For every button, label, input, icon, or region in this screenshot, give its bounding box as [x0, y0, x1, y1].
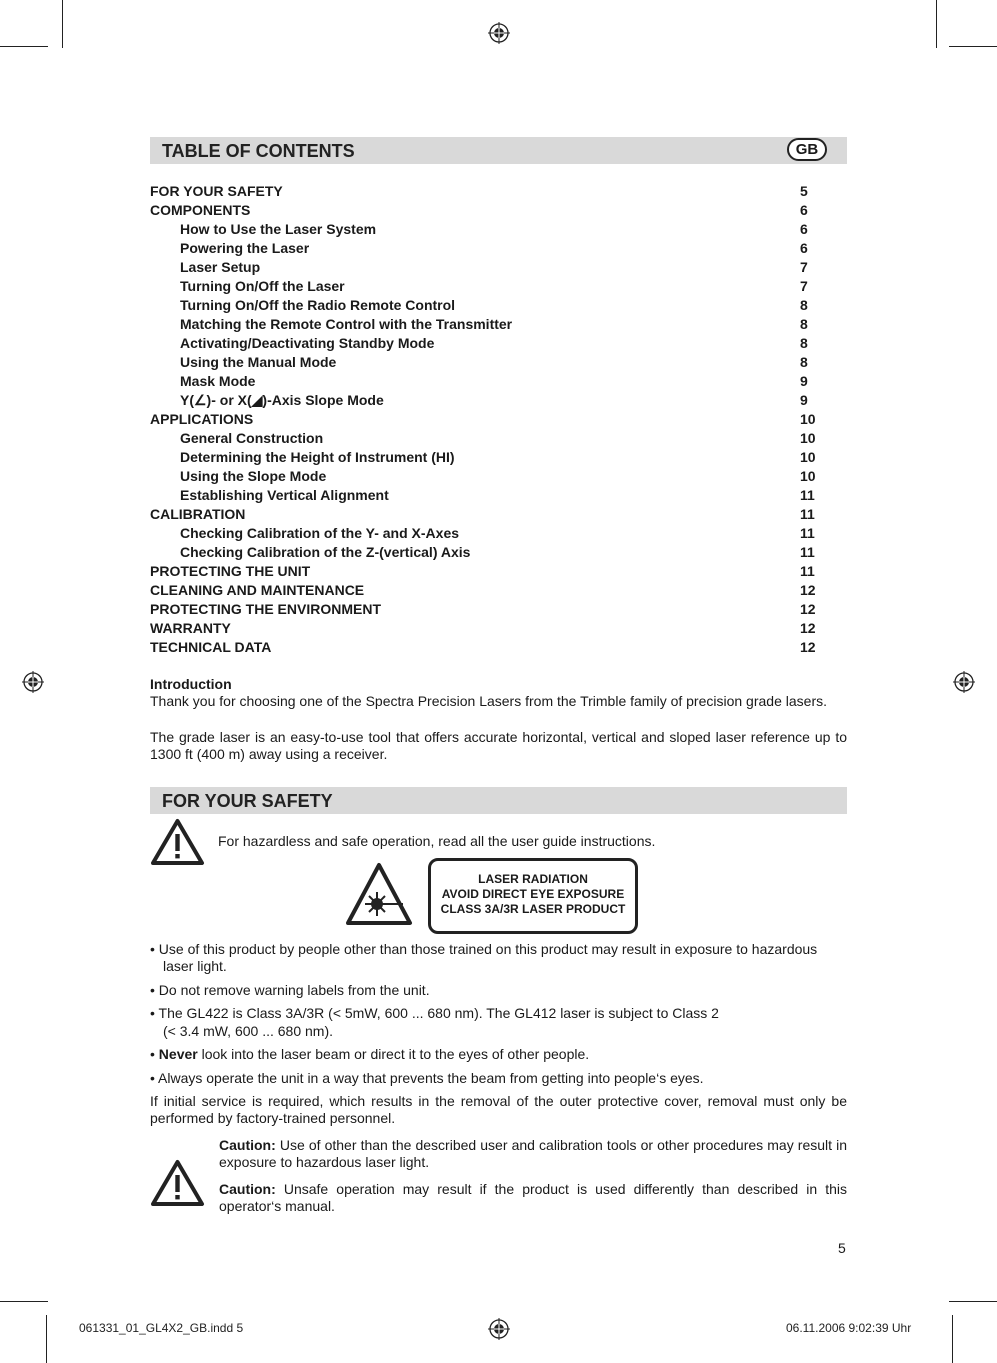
toc-entry-page: 10 — [800, 411, 816, 427]
crop-mark — [62, 0, 63, 48]
registration-mark-icon — [488, 1318, 510, 1340]
toc-entry-page: 8 — [800, 297, 808, 313]
toc-entry[interactable] — [150, 600, 847, 619]
toc-entry-title: WARRANTY — [150, 620, 231, 636]
toc-entry[interactable] — [150, 448, 847, 467]
toc-entry-title: Determining the Height of Instrument (HI) — [180, 449, 455, 465]
toc-entry[interactable] — [150, 277, 847, 296]
label-line: CLASS 3A/3R LASER PRODUCT — [440, 902, 626, 916]
footer-timestamp: 06.11.2006 9:02:39 Uhr — [786, 1321, 912, 1335]
toc-entry[interactable] — [150, 410, 847, 429]
toc-entry-page: 9 — [800, 373, 808, 389]
crop-mark — [949, 1301, 997, 1302]
toc-entry-title: Checking Calibration of the Z-(vertical) Axis — [180, 544, 471, 560]
toc-entry-page: 11 — [800, 487, 815, 503]
footer-filename: 061331_01_GL4X2_GB.indd 5 — [79, 1321, 244, 1335]
toc-entry-page: 5 — [800, 183, 808, 199]
caution-paragraph — [219, 1181, 847, 1215]
caution-paragraph — [219, 1137, 847, 1171]
toc-entry-page: 12 — [800, 582, 816, 598]
caution-text: Unsafe operation may result if the product is used differently than described in this operator‘s manual. — [219, 1181, 847, 1214]
toc-title: TABLE OF CONTENTS — [162, 141, 355, 161]
toc-entry[interactable] — [150, 486, 847, 505]
toc-entry-title: Using the Slope Mode — [180, 468, 327, 484]
toc-entry-title: FOR YOUR SAFETY — [150, 183, 283, 199]
laser-warning-label — [428, 858, 638, 934]
toc-entry-page: 9 — [800, 392, 808, 408]
bullet-item-continued: laser light. — [163, 958, 227, 974]
toc-entry[interactable] — [150, 505, 847, 524]
toc-entry-title: Laser Setup — [180, 259, 261, 275]
toc-entry-title: Mask Mode — [180, 373, 256, 389]
toc-entry-title: Using the Manual Mode — [180, 354, 337, 370]
bullet-item: • Do not remove warning labels from the unit. — [150, 982, 430, 998]
toc-entry[interactable] — [150, 220, 847, 239]
toc-entry-page: 11 — [800, 506, 815, 522]
toc-entry-title: CLEANING AND MAINTENANCE — [150, 582, 365, 598]
toc-entry[interactable] — [150, 239, 847, 258]
toc-entry-page: 11 — [800, 563, 815, 579]
toc-entry-page: 8 — [800, 316, 808, 332]
toc-entry[interactable] — [150, 524, 847, 543]
toc-entry[interactable] — [150, 182, 847, 201]
toc-entry[interactable] — [150, 334, 847, 353]
toc-entry-title: Activating/Deactivating Standby Mode — [180, 335, 435, 351]
toc-entry-title: Y(∠)- or X(◢)-Axis Slope Mode — [180, 392, 384, 408]
crop-mark — [0, 1301, 48, 1302]
toc-entry-page: 6 — [800, 240, 808, 256]
toc-entry-title: Matching the Remote Control with the Transmitter — [180, 316, 513, 332]
caution-text: Use of other than the described user and calibration tools or other procedures may result in exposure to hazardous laser light. — [219, 1137, 847, 1170]
crop-mark — [0, 46, 48, 47]
toc-entry-title: Turning On/Off the Radio Remote Control — [180, 297, 456, 313]
registration-mark-icon — [953, 671, 975, 693]
page-number: 5 — [838, 1240, 846, 1256]
toc-entry-page: 12 — [800, 639, 816, 655]
toc-entry[interactable] — [150, 315, 847, 334]
crop-mark — [949, 46, 997, 47]
toc-entry-page: 8 — [800, 354, 808, 370]
bold-word: Never — [158, 1046, 198, 1062]
intro-paragraph: Thank you for choosing one of the Spectra Precision Lasers from the Trimble family of precision grade lasers. — [150, 693, 827, 709]
laser-hazard-icon — [345, 861, 413, 927]
bullet-item: • Always operate the unit in a way that prevents the beam from getting into people‘s eyes. — [150, 1070, 704, 1086]
toc-entry-title: COMPONENTS — [150, 202, 251, 218]
caution-label: Caution: — [219, 1181, 276, 1197]
toc-entry[interactable] — [150, 638, 847, 657]
toc-entry-title: General Construction — [180, 430, 324, 446]
toc-entry[interactable] — [150, 258, 847, 277]
bullet-text: look into the laser beam or direct it to the eyes of other people. — [197, 1046, 590, 1062]
toc-entry[interactable] — [150, 467, 847, 486]
toc-entry[interactable] — [150, 353, 847, 372]
toc-entry-title: PROTECTING THE UNIT — [150, 563, 311, 579]
toc-entry-title: Powering the Laser — [180, 240, 310, 256]
bullet-item: • The GL422 is Class 3A/3R (< 5mW, 600 ... 680 nm). The GL412 laser is subject to Class 2 — [150, 1005, 719, 1021]
registration-mark-icon — [488, 22, 510, 44]
toc-entry[interactable] — [150, 391, 847, 410]
crop-mark — [46, 1315, 47, 1363]
toc-entry-page: 6 — [800, 221, 808, 237]
toc-entry[interactable] — [150, 619, 847, 638]
safety-instruction: For hazardless and safe operation, read all the user guide instructions. — [218, 833, 656, 849]
toc-entry[interactable] — [150, 372, 847, 391]
toc-entry-page: 10 — [800, 449, 816, 465]
toc-entry[interactable] — [150, 562, 847, 581]
toc-entry[interactable] — [150, 296, 847, 315]
toc-entry-title: Turning On/Off the Laser — [180, 278, 345, 294]
toc-entry-page: 6 — [800, 202, 808, 218]
warning-triangle-icon — [150, 1159, 205, 1207]
toc-header-bar — [150, 137, 847, 164]
label-line: AVOID DIRECT EYE EXPOSURE — [441, 887, 625, 901]
toc-entry-page: 7 — [800, 259, 808, 275]
toc-entry-title: APPLICATIONS — [150, 411, 254, 427]
bullet-item-continued: (< 3.4 mW, 600 ... 680 nm). — [163, 1023, 334, 1039]
toc-list — [150, 182, 847, 657]
toc-entry[interactable] — [150, 201, 847, 220]
toc-entry-title: CALIBRATION — [150, 506, 246, 522]
label-line: LASER RADIATION — [478, 872, 588, 886]
toc-entry-title: Establishing Vertical Alignment — [180, 487, 389, 503]
safety-title: FOR YOUR SAFETY — [162, 791, 333, 811]
toc-entry-title: TECHNICAL DATA — [150, 639, 272, 655]
caution-label: Caution: — [219, 1137, 276, 1153]
service-paragraph: If initial service is required, which results in the removal of the outer protective cover, removal must only be performed by factory-trained personnel. — [150, 1093, 847, 1126]
toc-entry-title: PROTECTING THE ENVIRONMENT — [150, 601, 382, 617]
toc-entry-page: 10 — [800, 430, 816, 446]
warning-triangle-icon — [150, 818, 205, 866]
intro-heading: Introduction — [150, 676, 232, 692]
toc-entry-page: 11 — [800, 544, 815, 560]
toc-entry-page: 12 — [800, 601, 816, 617]
toc-entry-page: 8 — [800, 335, 808, 351]
crop-mark — [936, 0, 937, 48]
toc-entry-page: 10 — [800, 468, 816, 484]
toc-entry[interactable] — [150, 429, 847, 448]
toc-entry-page: 12 — [800, 620, 816, 636]
registration-mark-icon — [22, 671, 44, 693]
intro-paragraph: The grade laser is an easy-to-use tool that offers accurate horizontal, vertical and sloped laser reference up to 1300 ft (400 m) away using a receiver. — [150, 729, 847, 762]
crop-mark — [952, 1315, 953, 1363]
bullet-item — [150, 1046, 847, 1063]
toc-entry-page: 7 — [800, 278, 808, 294]
toc-entry-title: Checking Calibration of the Y- and X-Axes — [180, 525, 460, 541]
toc-entry[interactable] — [150, 543, 847, 562]
toc-entry-page: 11 — [800, 525, 815, 541]
bullet-item: • Use of this product by people other than those trained on this product may result in exposure to hazardous — [150, 941, 818, 957]
toc-entry-title: How to Use the Laser System — [180, 221, 377, 237]
safety-header-bar — [150, 787, 847, 814]
language-badge: GB — [787, 138, 827, 161]
toc-entry[interactable] — [150, 581, 847, 600]
bullet-marker: • — [150, 1046, 159, 1062]
